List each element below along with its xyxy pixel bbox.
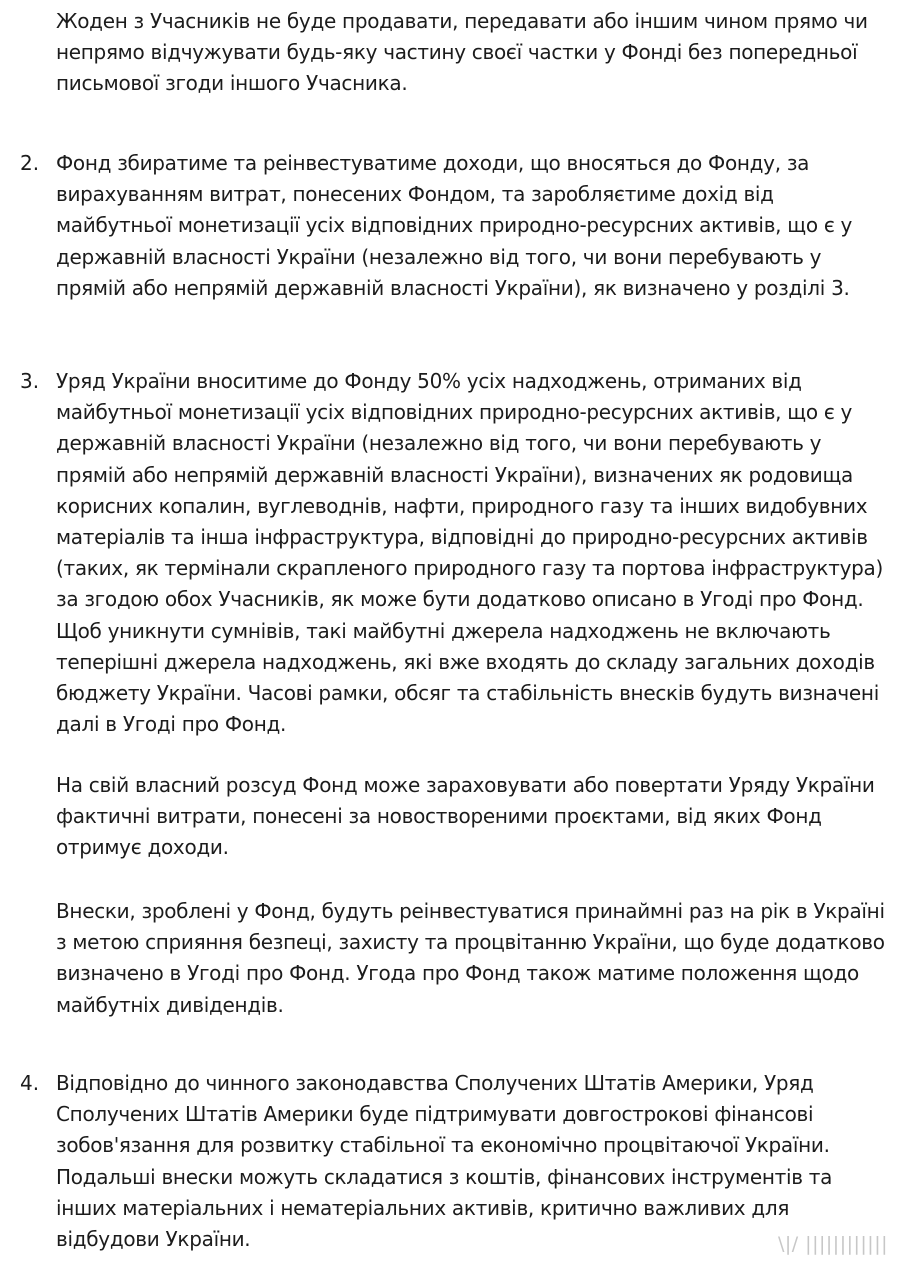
item-number-2: 2.	[20, 151, 40, 175]
item-2-paragraph: Фонд збиратиме та реінвестуватиме доходи, що вносяться до Фонду, за вирахуванням витрат, понесених Фондом, та заробляєтиме дохід від майбутньої монетизації усіх відповідних природно-ресурсних активів, що є у державній власності України (незалежно від того, чи вони перебувають у прямій або непрямій державній власності України), як визначено у розділі 3.	[56, 151, 853, 300]
item-number-3: 3.	[20, 369, 40, 393]
intro-paragraph: Жоден з Учасників не буде продавати, передавати або іншим чином прямо чи непрямо відчужувати будь-яку частину своєї частки у Фонді без попередньої письмової згоди іншого Учасника.	[56, 9, 868, 96]
item-3-paragraph-3: Внески, зроблені у Фонд, будуть реінвестуватися принаймні раз на рік в Україні з метою сприяння безпеці, захисту та процвітанню України, що буде додатково визначено в Угоді про Фонд. Угода про Фонд також матиме положення щодо майбутніх дивідендів.	[56, 899, 885, 1017]
item-3-paragraph-1: Уряд України вноситиме до Фонду 50% усіх надходжень, отриманих від майбутньої монетизації усіх відповідних природно-ресурсних активів, що є у державній власності України (незалежно від того, чи вони перебувають у прямій або непрямій державній власності України), визначених як родовища корисних копалин, вуглеводнів, нафти, природного газу та інших видобувних матеріалів та інша інфраструктура, відповідні до природно-ресурсних активів (таких, як термінали скрапленого природного газу та портова інфраструктура) за згодою обох Учасників, як може бути додатково описано в Угоді про Фонд. Щоб уникнути сумнівів, такі майбутні джерела надходжень не включають теперішні джерела надходжень, які вже входять до складу загальних доходів бюджету України. Часові рамки, обсяг та стабільність внесків будуть визначені далі в Угоді про Фонд.	[56, 369, 883, 737]
item-number-4: 4.	[20, 1071, 40, 1095]
item-3-paragraph-2: На свій власний розсуд Фонд може зараховувати або повертати Уряду України фактичні витрати, понесені за новоствореними проєктами, від яких Фонд отримує доходи.	[56, 773, 875, 860]
watermark: \|/ ||||||||||||	[777, 1232, 888, 1255]
item-4-paragraph: Відповідно до чинного законодавства Сполучених Штатів Америки, Уряд Сполучених Штатів Америки буде підтримувати довгострокові фінансові зобов'язання для розвитку стабільної та економічно процвітаючої України. Подальші внески можуть складатися з коштів, фінансових інструментів та інших матеріальних і нематеріальних активів, критично важливих для відбудови України.	[56, 1071, 833, 1252]
